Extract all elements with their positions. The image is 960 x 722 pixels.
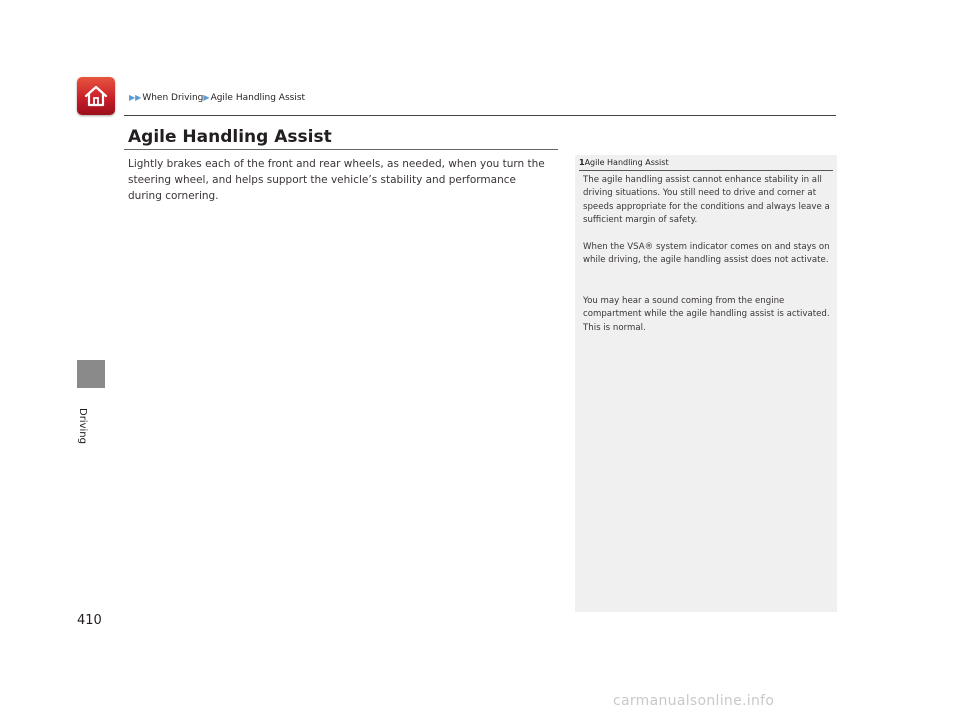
section-tab-label: Driving [77,408,88,444]
note-paragraph: You may hear a sound coming from the engine compartment while the agile handling assist is activated. This is normal. [583,296,830,333]
note-sidebar [575,155,837,612]
header-divider [124,115,836,116]
note-marker: 1 [579,158,585,167]
note-paragraph: The agile handling assist cannot enhance stability in all driving situations. You still need to drive and corner at speeds appropriate for the conditions and always leave a sufficient margin of safety. [583,175,830,226]
section-tab-driving[interactable] [77,360,105,388]
page-number: 410 [77,613,102,628]
home-icon [83,83,109,109]
breadcrumb-separator-icon: ▶ [203,93,210,102]
page-title: Agile Handling Assist [128,127,332,147]
breadcrumb-current: Agile Handling Assist [210,93,306,103]
title-divider [124,149,558,150]
breadcrumb-arrow-icon: ▶▶ [129,93,142,102]
home-button[interactable] [77,77,115,115]
note-heading-text: Agile Handling Assist [584,158,669,167]
breadcrumb [129,93,305,103]
breadcrumb-link-when-driving[interactable]: When Driving [142,93,204,103]
note-divider [579,170,833,171]
body-paragraph: Lightly brakes each of the front and rear wheels, as needed, when you turn the steering wheel, and helps support the vehicle’s stability and performance during cornering. [128,158,545,202]
watermark: carmanualsonline.info [613,693,775,709]
note-paragraph: When the VSA® system indicator comes on and stays on while driving, the agile handling assist does not activate. [583,242,830,266]
note-heading [579,158,669,167]
